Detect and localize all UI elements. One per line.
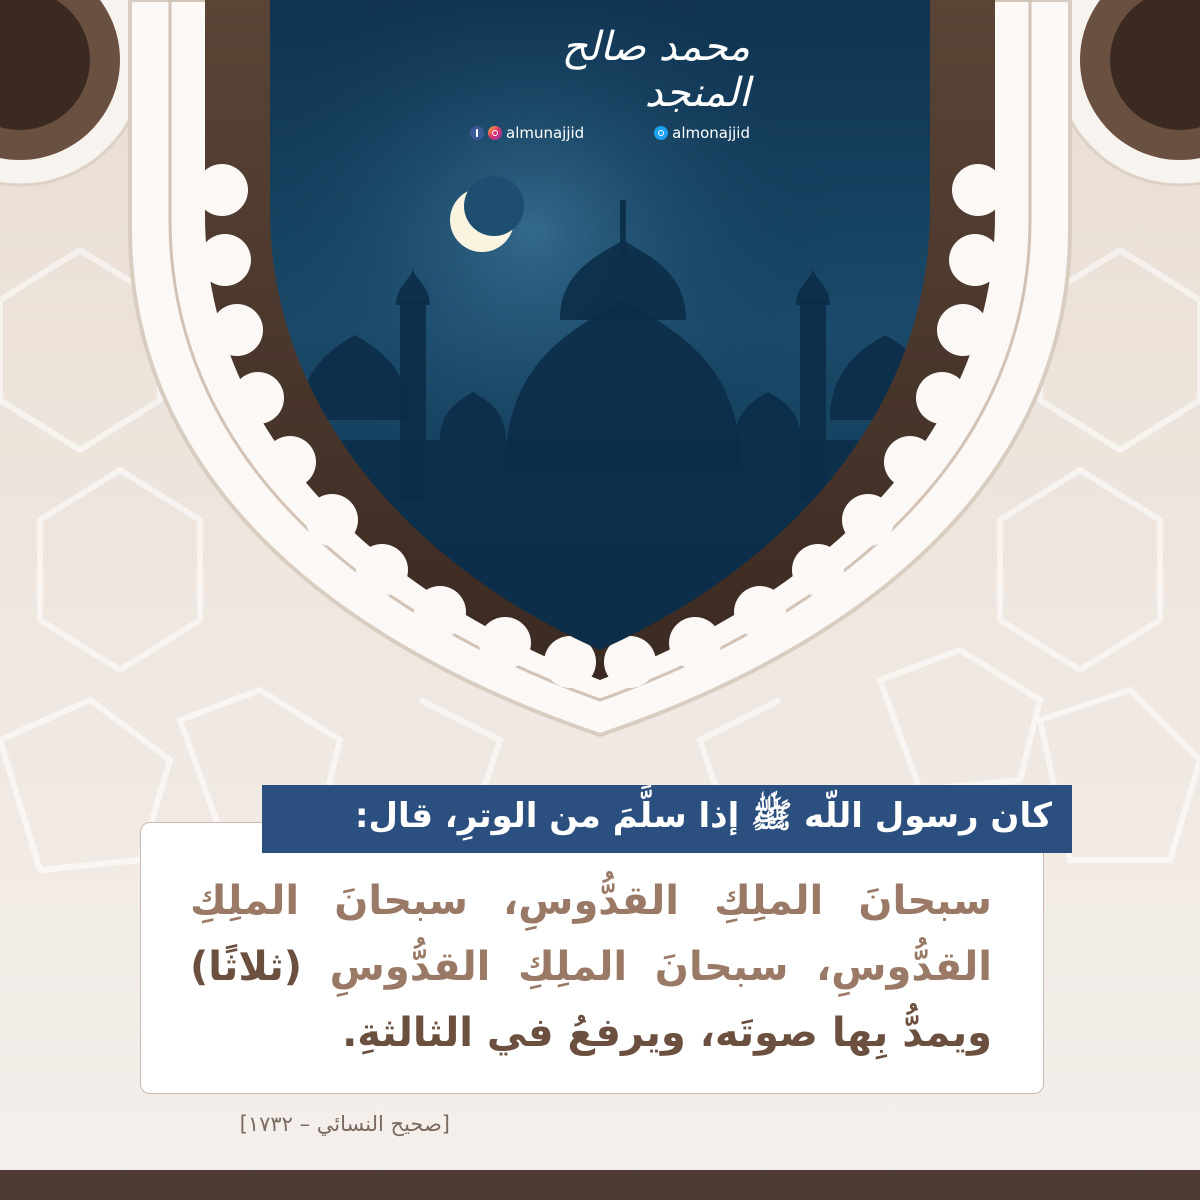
- facebook-instagram-group: [470, 124, 584, 142]
- brand-logo: [470, 20, 750, 120]
- hadith-text: [190, 868, 992, 1066]
- hadith-line-3: ويمدُّ بِها صوتَه، ويرفعُ في الثالثةِ.: [342, 1010, 992, 1056]
- footer-bar: [0, 1170, 1200, 1200]
- intro-text: كان رسول اللّه ﷺ إذا سلَّمَ من الوترِ، قال:: [354, 795, 1052, 836]
- twitter-icon: [654, 126, 668, 140]
- facebook-icon: [470, 126, 484, 140]
- hadith-line-1: سبحانَ الملِكِ القدُّوسِ، سبحانَ الملِكِ: [190, 878, 992, 924]
- facebook-instagram-handle: almunajjid: [506, 124, 585, 142]
- hadith-line-3-note: (ثلاثًا): [190, 944, 302, 990]
- hadith-line-2: القدُّوسِ، سبحانَ الملِكِ القدُّوسِ: [329, 944, 992, 990]
- social-handles: [470, 122, 750, 144]
- instagram-icon: [488, 126, 502, 140]
- source-reference: [صحيح النسائي – ١٧٣٢]: [239, 1112, 450, 1136]
- intro-banner: [262, 785, 1072, 853]
- twitter-handle: almonajjid: [672, 124, 750, 142]
- brand-name-calligraphy: محمد صالح المنجد: [561, 24, 750, 116]
- twitter-group: [654, 124, 750, 142]
